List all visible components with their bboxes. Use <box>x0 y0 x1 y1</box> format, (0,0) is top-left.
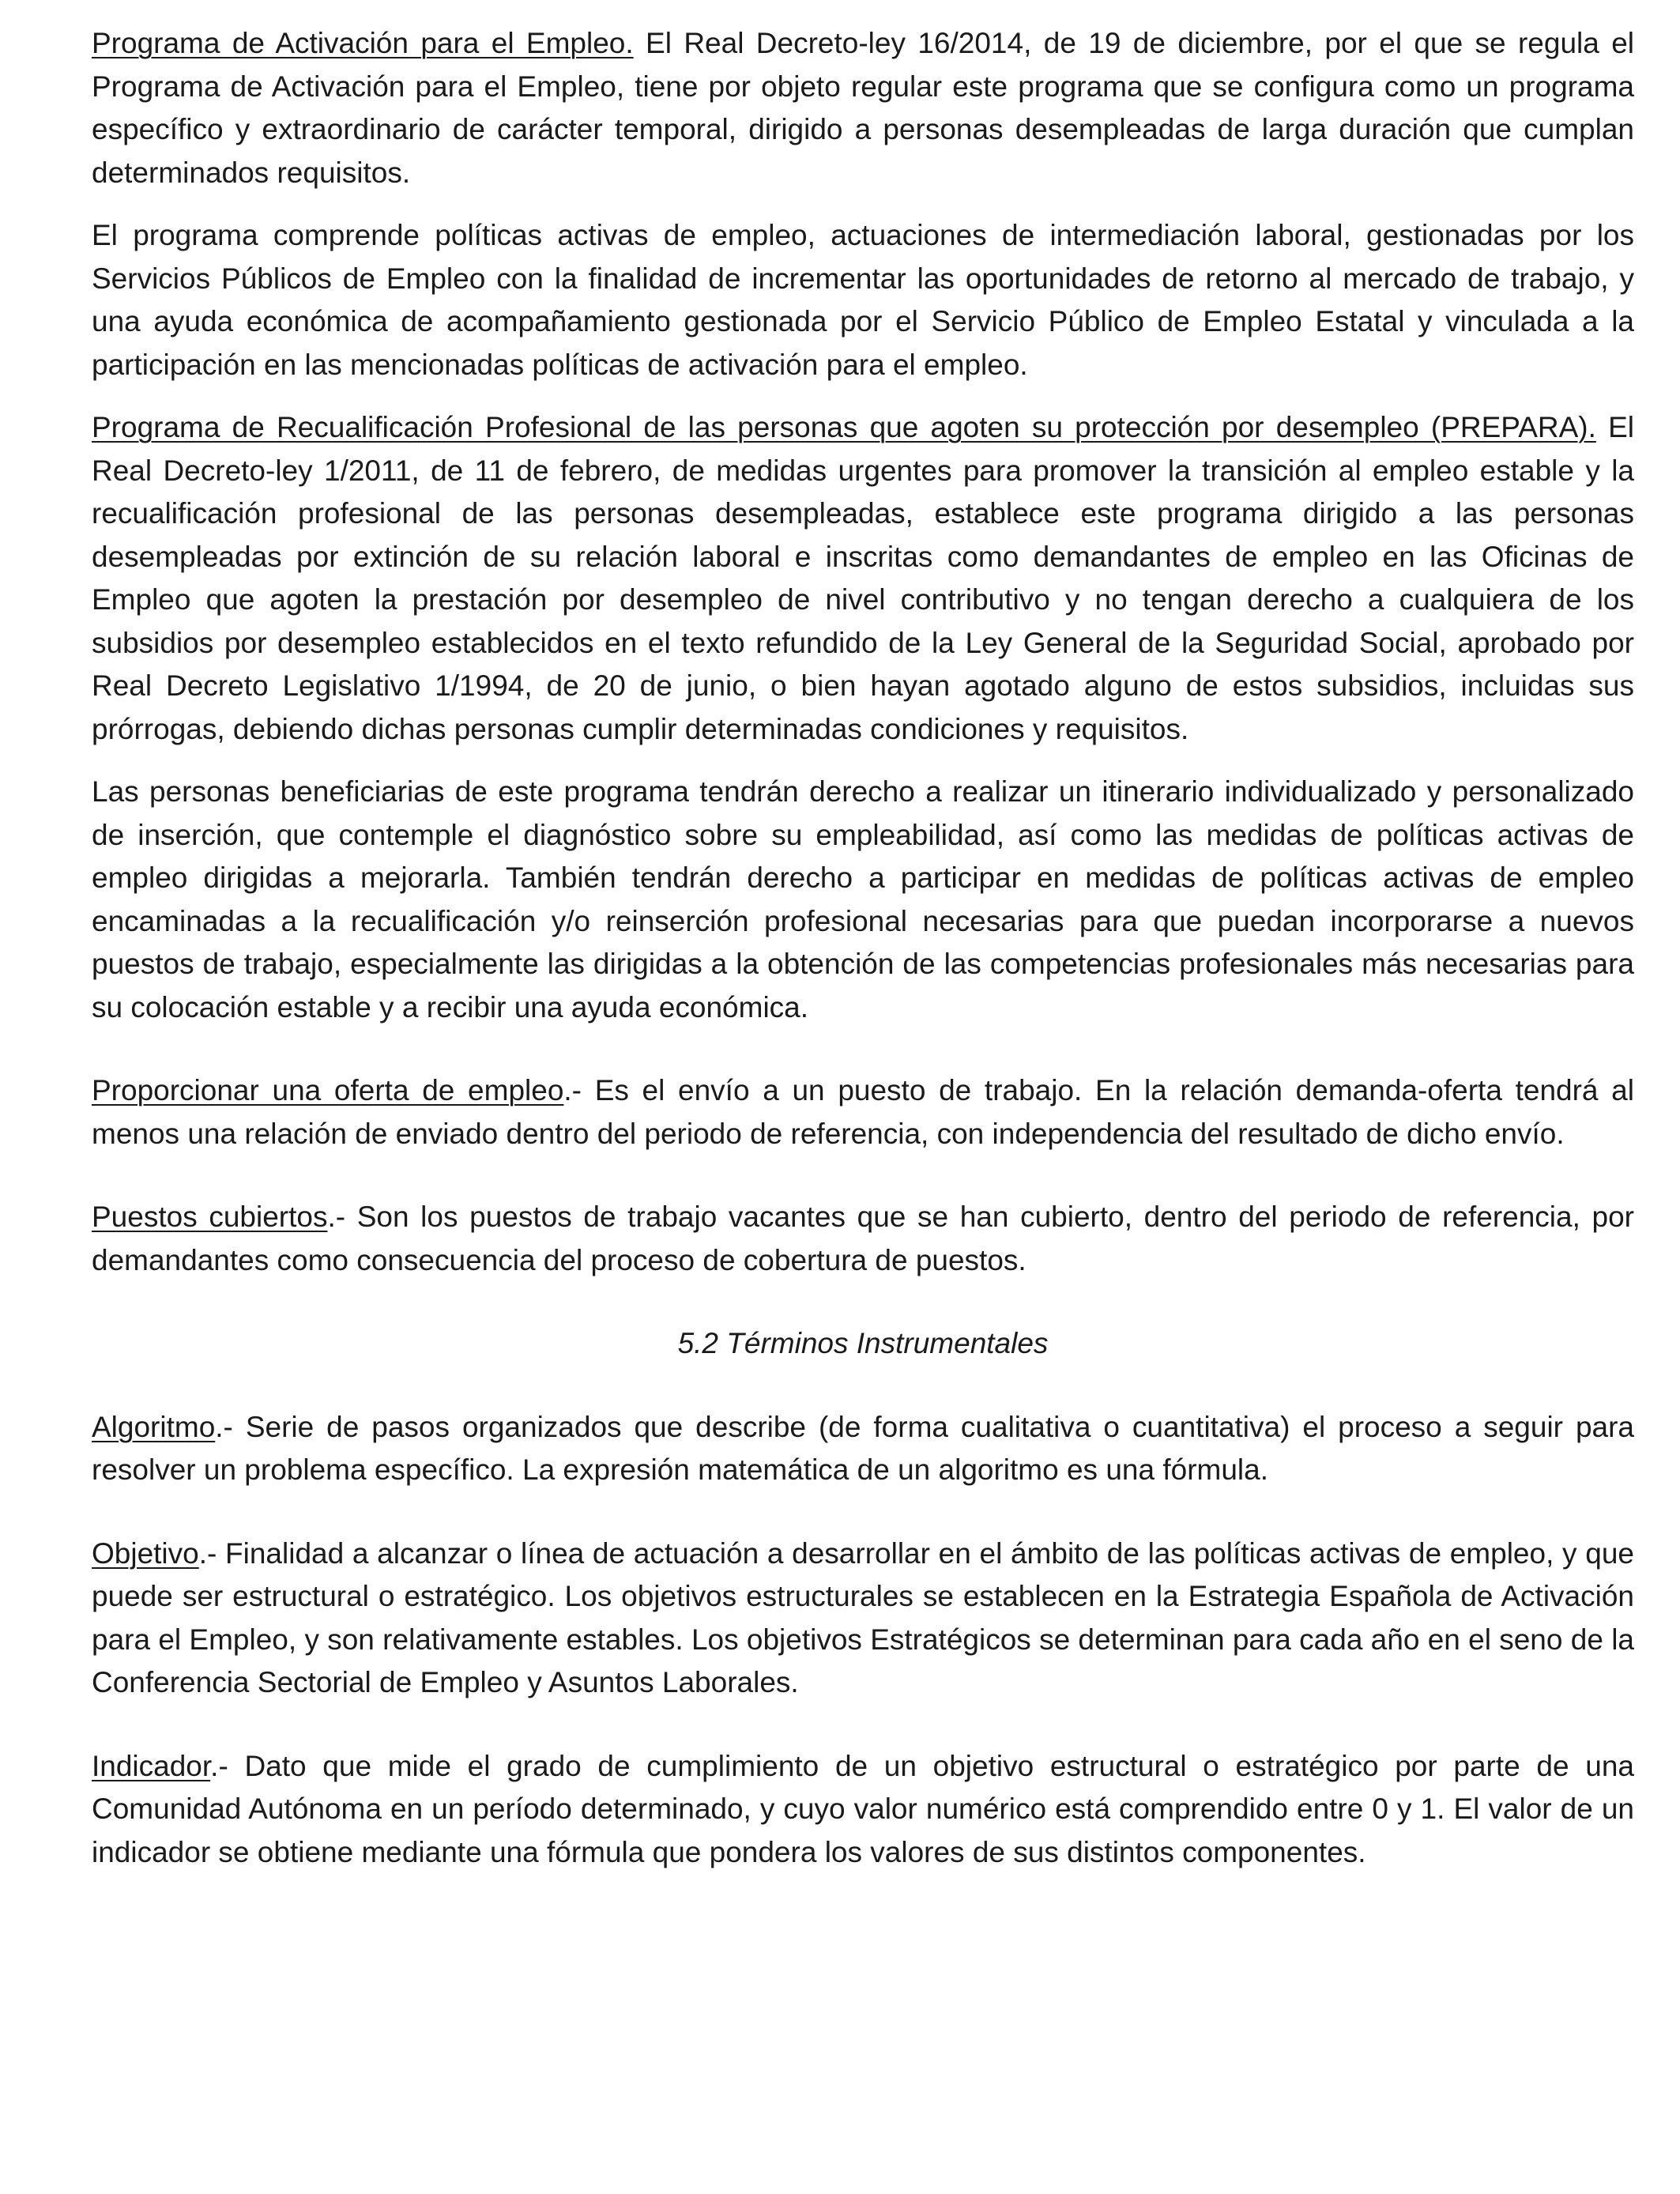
paragraph-text: .- Serie de pasos organizados que describe (de forma cualitativa o cuantitativa) el proceso a seguir para resolver un problema específico. La expresión matemática de un algoritmo es una fórmula. <box>92 1410 1634 1486</box>
term-programa-prepara: Programa de Recualificación Profesional de las personas que agoten su protección por desempleo (PREPARA). <box>92 411 1596 443</box>
term-proporcionar-oferta: Proporcionar una oferta de empleo <box>92 1074 564 1106</box>
paragraph-proporcionar-oferta <box>92 1069 1634 1155</box>
document-page <box>92 22 1634 1894</box>
paragraph-text: El Real Decreto-ley 1/2011, de 11 de febrero, de medidas urgentes para promover la transición al empleo estable y la recualificación profesional de las personas desempleadas, establece este programa dirigido a las personas desempleadas por extinción de su relación laboral e inscritas como demandantes de empleo en las Oficinas de Empleo que agoten la prestación por desempleo de nivel contributivo y no tengan derecho a cualquiera de los subsidios por desempleo establecidos en el texto refundido de la Ley General de la Seguridad Social, aprobado por Real Decreto Legislativo 1/1994, de 20 de junio, o bien hayan agotado alguno de estos subsidios, incluidas sus prórrogas, debiendo dichas personas cumplir determinadas condiciones y requisitos. <box>92 411 1634 745</box>
paragraph-text: El Real Decreto-ley 16/2014, de 19 de diciembre, por el que se regula el Programa de Activación para el Empleo, tiene por objeto regular este programa que se configura como un programa específico y extraordinario de carácter temporal, dirigido a personas desempleadas de larga duración que cumplan determinados requisitos. <box>92 27 1635 189</box>
section-heading: 5.2 Términos Instrumentales <box>677 1327 1049 1359</box>
term-objetivo: Objetivo <box>92 1536 199 1570</box>
paragraph-programa-activacion <box>92 22 1634 194</box>
term-puestos-cubiertos: Puestos cubiertos <box>92 1201 328 1233</box>
term-algoritmo: Algoritmo <box>92 1410 216 1443</box>
term-indicador: Indicador <box>92 1749 211 1782</box>
paragraph-indicador <box>92 1745 1634 1875</box>
paragraph-text: .- Es el envío a un puesto de trabajo. En la relación demanda-oferta tendrá al menos una relación de enviado dentro del periodo de referencia, con independencia del resultado de dicho envío. <box>92 1074 1634 1150</box>
paragraph-personas-beneficiarias <box>92 771 1634 1029</box>
paragraph-text: .- Dato que mide el grado de cumplimiento de un objetivo estructural o estratégico por parte de una Comunidad Autónoma en un período determinado, y cuyo valor numérico está comprendido entre 0 y 1. El valor de un indicador se obtiene mediante una fórmula que pondera los valores de sus distintos componentes. <box>92 1749 1634 1868</box>
paragraph-programa-comprende <box>92 214 1634 386</box>
paragraph-puestos-cubiertos <box>92 1196 1634 1282</box>
paragraph-text: El programa comprende políticas activas de empleo, actuaciones de intermediación laboral, gestionadas por los Servicios Públicos de Empleo con la finalidad de incrementar las oportunidades de retorno al mercado de trabajo, y una ayuda económica de acompañamiento gestionada por el Servicio Público de Empleo Estatal y vinculada a la participación en las mencionadas políticas de activación para el empleo. <box>92 219 1634 381</box>
paragraph-programa-prepara <box>92 406 1634 751</box>
paragraph-text: Las personas beneficiarias de este programa tendrán derecho a realizar un itinerario individualizado y personalizado de inserción, que contemple el diagnóstico sobre su empleabilidad, así como las medidas de políticas activas de empleo dirigidas a mejorarla. También tendrán derecho a participar en medidas de políticas activas de empleo encaminadas a la recualificación y/o reinserción profesional necesarias para que puedan incorporarse a nuevos puestos de trabajo, especialmente las dirigidas a la obtención de las competencias profesionales más necesarias para su colocación estable y a recibir una ayuda económica. <box>92 775 1634 1023</box>
paragraph-text: .- Finalidad a alcanzar o línea de actuación a desarrollar en el ámbito de las políticas activas de empleo, y que puede ser estructural o estratégico. Los objetivos estructurales se establecen en la Estrategia Española de Activación para el Empleo, y son relativamente estables. Los objetivos Estratégicos se determinan para cada año en el seno de la Conferencia Sectorial de Empleo y Asuntos Laborales. <box>92 1536 1634 1698</box>
paragraph-text: .- Son los puestos de trabajo vacantes que se han cubierto, dentro del periodo de referencia, por demandantes como consecuencia del proceso de cobertura de puestos. <box>92 1201 1634 1276</box>
term-programa-activacion: Programa de Activación para el Empleo. <box>92 27 634 59</box>
paragraph-objetivo <box>92 1532 1634 1705</box>
paragraph-algoritmo <box>92 1406 1634 1492</box>
